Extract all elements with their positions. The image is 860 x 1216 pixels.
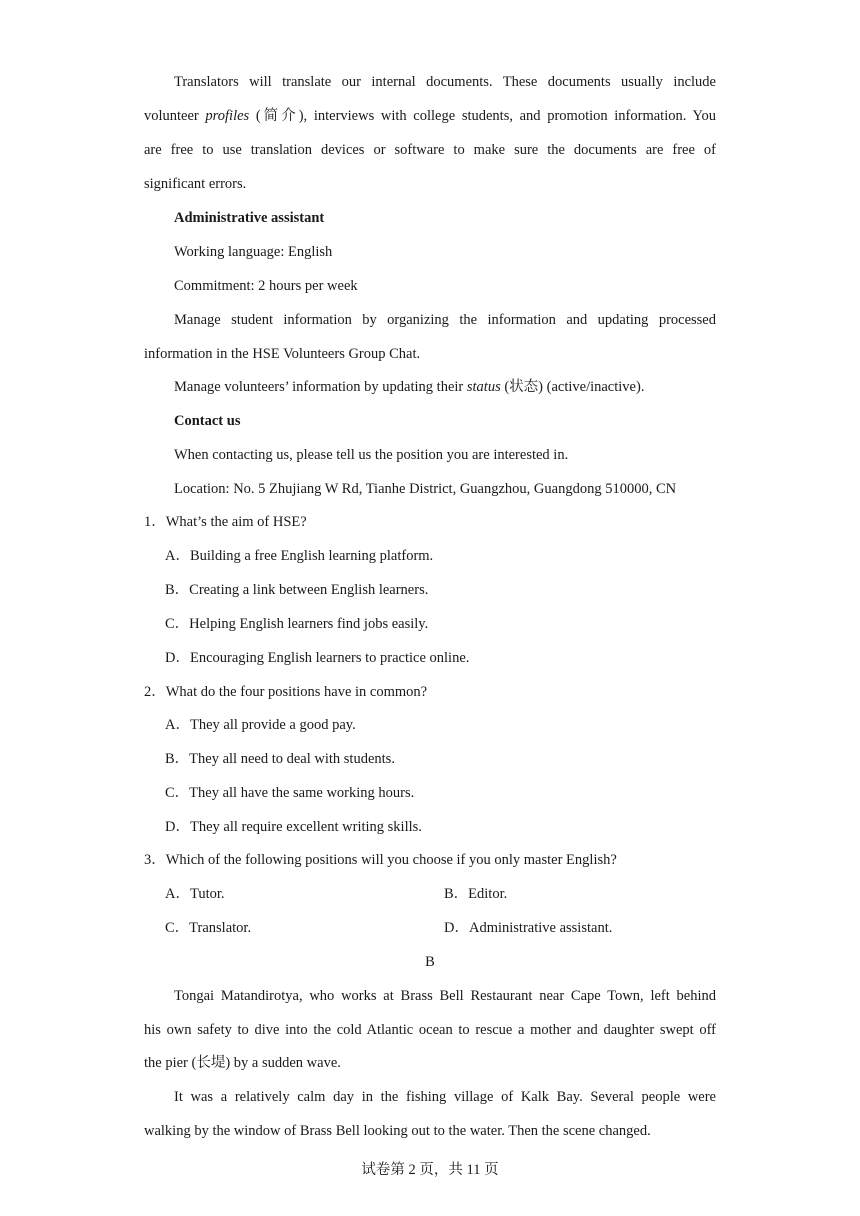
answer-option: C．Translator. [165,920,252,936]
passage-label: B [425,954,435,970]
contact-note: When contacting us, please tell us the position you are interested in. [174,447,569,463]
paragraph-line: his own safety to dive into the cold Atlantic ocean to rescue a mother and daughter swept off [144,1022,716,1038]
answer-option: C．Helping English learners find jobs easily. [165,616,429,632]
page-footer: 试卷第 2 页，共 11 页 [361,1162,499,1178]
paragraph-line [144,106,716,126]
text-span: volunteer [144,108,206,124]
section-heading: Administrative assistant [174,210,325,226]
answer-option: D．Administrative assistant. [444,920,613,936]
paragraph-line: walking by the window of Brass Bell looking out to the water. Then the scene changed. [144,1123,651,1139]
answer-option: A．They all provide a good pay. [165,717,356,733]
paragraph-line: information in the HSE Volunteers Group Chat. [144,346,421,362]
paragraph-line: are free to use translation devices or software to make sure the documents are free of [144,142,716,158]
text-span: (状态) (active/inactive). [500,379,645,395]
answer-option: A．Building a free English learning platform. [165,548,434,564]
section-heading: Contact us [174,413,241,429]
paragraph-line: the pier (长堤) by a sudden wave. [144,1055,341,1071]
paragraph-line: Manage student information by organizing the information and updating processed [174,312,716,328]
answer-option: B．Editor. [444,886,508,902]
answer-option: D．They all require excellent writing skills. [165,819,422,835]
question-stem: 3．Which of the following positions will you choose if you only master English? [144,852,617,868]
answer-option: B．They all need to deal with students. [165,751,395,767]
paragraph-line: It was a relatively calm day in the fishing village of Kalk Bay. Several people were [174,1089,716,1105]
text-span: (简介), interviews with college students, and promotion information. You [249,108,716,124]
answer-option: D．Encouraging English learners to practice online. [165,650,470,666]
paragraph-line: Translators will translate our internal documents. These documents usually include [174,74,716,90]
italic-term: status [466,379,501,395]
admin-commitment: Commitment: 2 hours per week [174,278,358,294]
answer-option: B．Creating a link between English learners. [165,582,429,598]
italic-term: profiles [205,108,250,124]
paragraph-line [174,377,716,397]
admin-language: Working language: English [174,244,333,260]
paragraph-line: significant errors. [144,176,247,192]
answer-option: C．They all have the same working hours. [165,785,415,801]
text-span: Manage volunteers’ information by updating their [174,379,467,395]
answer-option: A．Tutor. [165,886,225,902]
contact-location: Location: No. 5 Zhujiang W Rd, Tianhe District, Guangzhou, Guangdong 510000, CN [174,481,677,497]
paragraph-line: Tongai Matandirotya, who works at Brass Bell Restaurant near Cape Town, left behind [174,988,716,1004]
question-stem: 2．What do the four positions have in common? [144,684,428,700]
question-stem: 1．What’s the aim of HSE? [144,514,307,530]
